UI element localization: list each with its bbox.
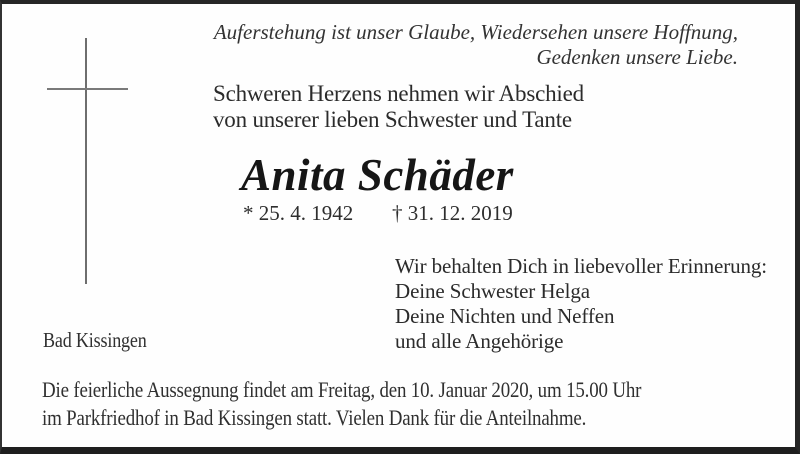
place-label: Bad Kissingen xyxy=(43,328,147,352)
life-dates xyxy=(243,201,513,225)
funeral-line-2-text: im Parkfriedhof in Bad Kissingen statt. Vielen Dank für die Anteilnahme. xyxy=(42,405,587,430)
mourners-line-3: Deine Nichten und Neffen xyxy=(395,304,615,328)
cross-horizontal-bar xyxy=(47,88,128,90)
epigraph-line-2: Gedenken unsere Liebe. xyxy=(536,45,738,69)
mourners-line-1: Wir behalten Dich in liebevoller Erinnerung: xyxy=(395,254,768,278)
intro-line-1: Schweren Herzens nehmen wir Abschied xyxy=(213,81,584,106)
place-name xyxy=(43,328,163,353)
funeral-notice xyxy=(42,376,739,432)
intro-line-2: von unserer lieben Schwester und Tante xyxy=(213,107,572,132)
mourners-line-4: und alle Angehörige xyxy=(395,329,564,353)
funeral-line-1-text: Die feierliche Aussegnung findet am Freitag, den 10. Januar 2020, um 15.00 Uhr xyxy=(42,377,642,402)
death-date: † 31. 12. 2019 xyxy=(392,201,513,225)
epigraph xyxy=(214,20,738,70)
mourners-block xyxy=(395,254,767,354)
funeral-line-2 xyxy=(42,404,739,432)
epigraph-line-1: Auferstehung ist unser Glaube, Wiedersehen unsere Hoffnung, xyxy=(213,20,738,44)
birth-date: * 25. 4. 1942 xyxy=(243,201,354,225)
cross-vertical-bar xyxy=(85,38,87,284)
intro-text xyxy=(213,81,584,133)
funeral-line-1 xyxy=(42,376,739,404)
mourners-line-2: Deine Schwester Helga xyxy=(395,279,590,303)
deceased-name: Anita Schäder xyxy=(241,150,514,200)
